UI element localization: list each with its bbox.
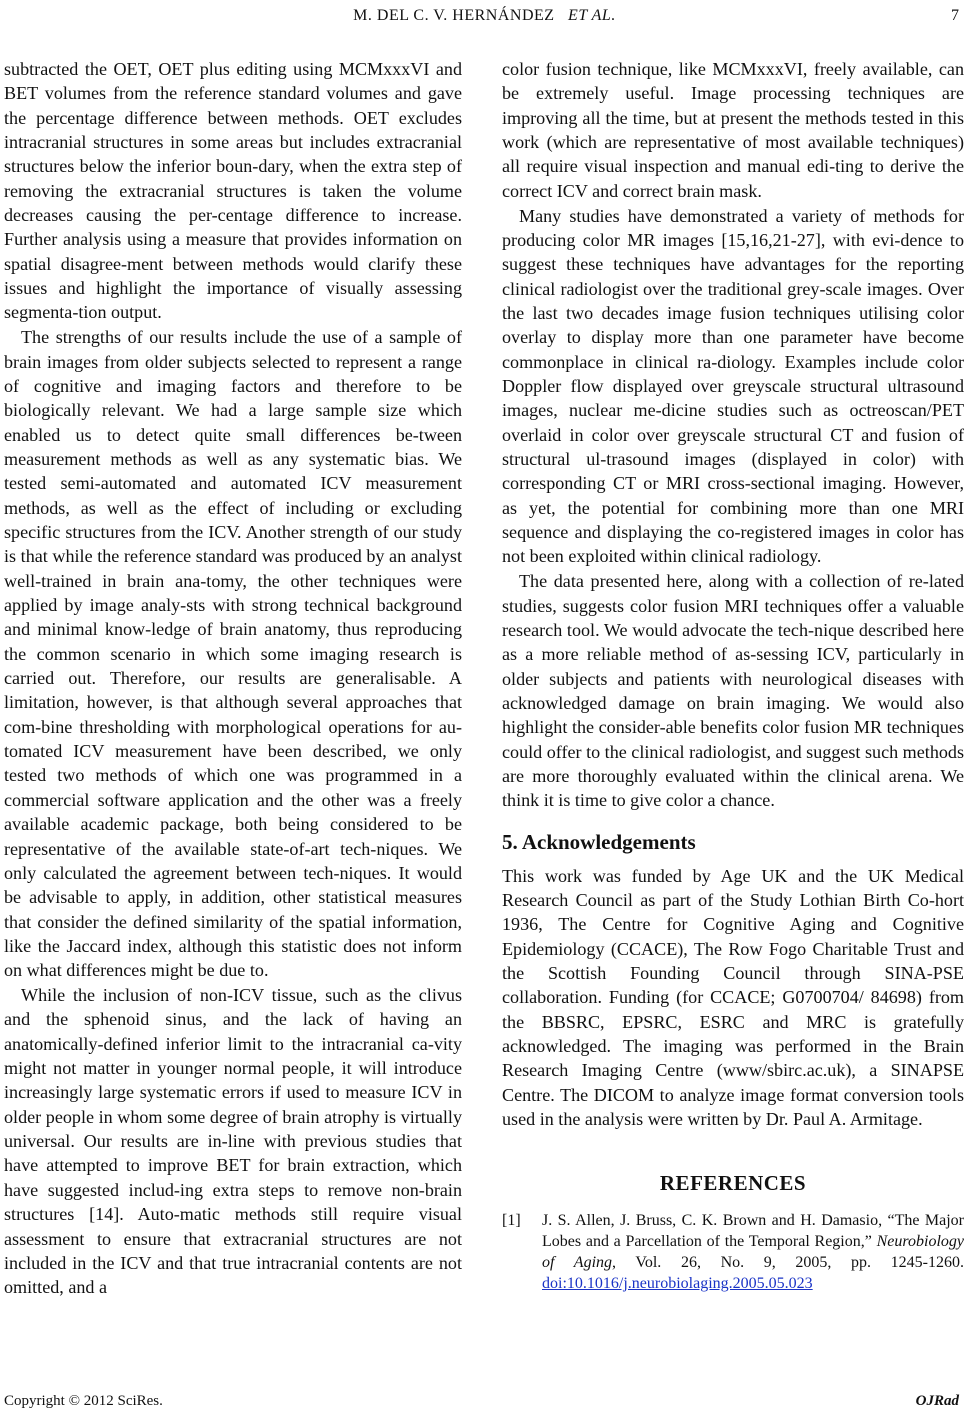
reference-journal: Neurobiology of Aging <box>542 1232 964 1271</box>
paragraph: While the inclusion of non-ICV tissue, such as the clivus and the sphenoid sinus, and the lack of having an anatomically-defined inferior limit to the intracranial ca-vity might not matter in younger normal people, it will introduce increasingly large systematic errors if used to measure ICV in older people in whom some degree of brain atrophy is virtually universal. Our results are in-line with previous studies that have attempted to improve BET for brain extraction, which have suggested includ-ing extra steps to remove non-brain structures [14]. Auto-matic methods still require visual assessment to ensure that extracranial structures are not included in the ICV and that true intracranial contents are not omitted, and a <box>4 985 462 1298</box>
reference-body <box>542 1210 964 1294</box>
page-header <box>0 0 969 40</box>
references-heading: REFERENCES <box>659 1171 807 1196</box>
doi-link[interactable]: doi:10.1016/j.neurobiolaging.2005.05.023 <box>542 1274 813 1292</box>
right-column <box>502 57 964 1294</box>
running-head-etal: ET AL. <box>568 7 616 24</box>
paragraph: The strengths of our results include the use of a sample of brain images from older subjects selected to represent a range of cognitive and imaging factors and therefore to be biologically relevant. We had a large sample size which enabled us to detect quite small differences be-tween measurement methods as well as any systematic bias. We tested semi-automated and automated ICV measurement methods, as well as the effect of including or excluding specific structures from the ICV. Another strength of our study is that while the reference standard was produced by an analyst well-trained in brain ana-tomy, the other techniques were applied by image analy-sts with strong technical background and minimal know-ledge of brain anatomy, thus reproducing the common scenario in which some imaging research is carried out. Therefore, our results are generalisable. A limitation, however, is that although several approaches that com-bine thresholding with morphological operations for au-tomated ICV measurement have been described, we only tested two methods of which one was programmed in a commercial software application and the other was a freely available academic package, both being considered to be representative of the available state-of-art tech-niques. We only calculated the agreement between tech-niques. It would be advisable to apply, in addition, other statistical measures that consider the defined similarity of the spatial information, like the Jaccard index, although this statistic does not inform on what differences might be due to. <box>4 327 462 981</box>
journal-name: OJRad <box>915 1393 959 1409</box>
reference-item <box>502 1210 964 1294</box>
reference-text-after: , Vol. 26, No. 9, 2005, pp. 1245-1260. <box>612 1253 965 1271</box>
paragraph: color fusion technique, like MCMxxxVI, freely available, can be extremely useful. Image processing techniques are improving all the time, but at present the methods tested in this work (which are representative of most available techniques) all require visual inspection and manual edi-ting to derive the correct ICV and correct brain mask. <box>502 59 964 201</box>
paragraph: The data presented here, along with a collection of re-lated studies, suggests color fusion MRI techniques offer a valuable research tool. We would advocate the tech-nique described here as a more reliable method of as-sessing ICV, particularly in older subjects and patients with neurological diseases with acknowledged damage on brain imaging. We would also highlight the consider-able benefits color fusion MR techniques could offer to the clinical radiologist, and suggest such methods are more thoroughly evaluated within the clinical arena. We think it is time to give color a chance. <box>502 571 964 811</box>
copyright-text: Copyright © 2012 SciRes. <box>4 1393 163 1409</box>
acknowledgements-heading: 5. Acknowledgements <box>502 829 696 854</box>
paragraph: subtracted the OET, OET plus editing using MCMxxxVI and BET volumes from the reference standard volumes and gave the percentage difference between methods. OET excludes intracranial structures in some areas but includes extracranial structures below the inferior boun-dary, when the extra step of removing the extracranial structures is taken the volume decreases causing the per-centage difference to increase. Further analysis using a measure that provides information on spatial disagree-ment between methods would clarify these issues and highlight the importance of visually assessing segmenta-tion output. <box>4 59 462 323</box>
left-column <box>4 57 462 1300</box>
running-head-authors: M. DEL C. V. HERNÁNDEZ <box>353 7 555 24</box>
reference-text: J. S. Allen, J. Bruss, C. K. Brown and H. Damasio, “The Major Lobes and a Parcellation of the Temporal Region,” <box>542 1211 964 1250</box>
page-footer <box>0 1393 969 1413</box>
running-head <box>0 7 969 25</box>
reference-number: [1] <box>502 1211 521 1229</box>
acknowledgements-text: This work was funded by Age UK and the UK Medical Research Council as part of the Study Lothian Birth Co-hort 1936, The Centre for Cognitive Aging and Cognitive Epidemiology (CCACE), The Row Fogo Charitable Trust and the Scottish Founding Council through SINA-PSE collaboration. Funding (for CCACE; G0700704/ 84698) from the BBSRC, EPSRC, ESRC and MRC is gratefully acknowledged. The imaging was performed in the Brain Research Imaging Centre (www/sbirc.ac.uk), a SINAPSE Centre. The DICOM to analyze image format conversion tools used in the analysis were written by Dr. Paul A. Armitage. <box>502 865 964 1130</box>
paragraph: Many studies have demonstrated a variety of methods for producing color MR images [15,16,21-27], with evi-dence to suggest these techniques have advantages for the reporting clinical radiologist over the traditional grey-scale images. Over the last two decades image fusion techniques utilising color overlay to display more than one parameter have become commonplace in clinical ra-diology. Examples include color Doppler flow displayed over greyscale structural ultrasound images, nuclear me-dicine studies such as octreoscan/PET overlaid in color over greyscale structural CT and fusion of structural ul-trasound images (displayed in color) with corresponding CT or MRI cross-sectional imaging. However, as yet, the potential for combining more than one MRI sequence and displaying the co-registered images in color has not been exploited within clinical radiology. <box>502 205 964 567</box>
page-number: 7 <box>951 7 959 24</box>
